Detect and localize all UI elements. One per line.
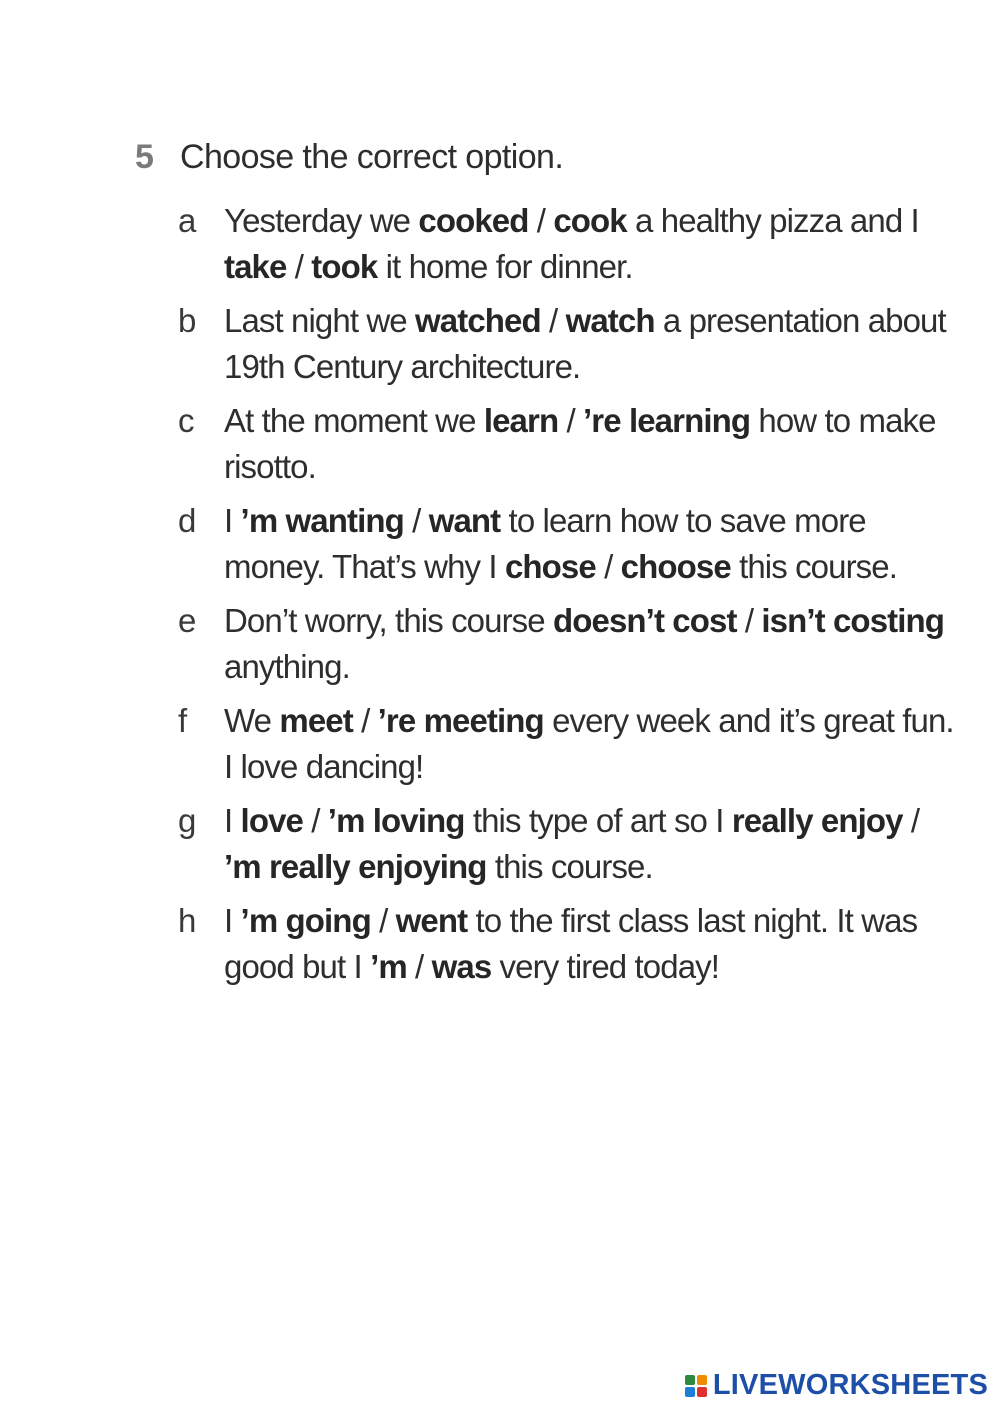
sentence-text: to learn how to save more money. That’s why I xyxy=(224,502,866,585)
answer-option: doesn’t cost xyxy=(553,602,737,639)
sentence-text: this course. xyxy=(486,848,653,885)
item-letter: e xyxy=(178,602,196,639)
exercise-heading xyxy=(135,138,563,177)
item-letter: b xyxy=(178,302,196,339)
logo-square xyxy=(685,1375,695,1385)
sentence-text: I xyxy=(224,802,241,839)
answer-option: learn xyxy=(483,402,559,439)
sentence-text: / xyxy=(302,802,328,839)
exercise-item-h xyxy=(178,898,968,990)
answer-option: ’m going xyxy=(240,902,371,939)
item-letter: c xyxy=(178,402,194,439)
item-sentence xyxy=(224,898,968,990)
sentence-text: / xyxy=(403,502,429,539)
sentence-text: this course. xyxy=(730,548,898,585)
exercise-number: 5 xyxy=(135,138,154,176)
exercise-item-list xyxy=(178,198,968,998)
sentence-text: it home for dinner. xyxy=(377,248,633,285)
answer-option: ’m really enjoying xyxy=(224,848,487,885)
item-letter: f xyxy=(178,702,187,739)
sentence-text: / xyxy=(736,602,762,639)
sentence-text: / xyxy=(286,248,312,285)
sentence-text: a presentation about 19th Century architecture. xyxy=(224,302,946,385)
exercise-instruction: Choose the correct option. xyxy=(180,138,564,176)
exercise-item-c xyxy=(178,398,968,490)
answer-option: ’m loving xyxy=(327,802,465,839)
sentence-text: / xyxy=(540,302,566,339)
sentence-text: I xyxy=(224,502,241,539)
item-sentence xyxy=(224,298,968,390)
answer-option: chose xyxy=(504,548,596,585)
item-sentence xyxy=(224,598,968,690)
item-sentence xyxy=(224,198,968,290)
item-letter: h xyxy=(178,902,196,939)
sentence-text: very tired today! xyxy=(491,948,720,985)
sentence-text: Last night we xyxy=(224,302,416,339)
liveworksheets-branding xyxy=(685,1369,988,1402)
logo-square xyxy=(685,1387,695,1397)
answer-option: cooked xyxy=(418,202,529,239)
sentence-text: to the first class last night. It was good but I xyxy=(224,902,918,985)
answer-option: watch xyxy=(565,302,655,339)
exercise-item-d xyxy=(178,498,968,590)
exercise-item-f xyxy=(178,698,968,790)
exercise-item-a xyxy=(178,198,968,290)
exercise-item-b xyxy=(178,298,968,390)
answer-option: ’m wanting xyxy=(240,502,404,539)
sentence-text: / xyxy=(910,802,920,839)
sentence-text: We xyxy=(224,702,280,739)
sentence-text: Don’t worry, this course xyxy=(224,602,553,639)
brand-name: LIVEWORKSHEETS xyxy=(712,1369,988,1401)
exercise-item-e xyxy=(178,598,968,690)
liveworksheets-logo-icon xyxy=(685,1375,707,1397)
sentence-text: Yesterday we xyxy=(224,202,419,239)
answer-option: take xyxy=(224,248,287,285)
item-letter: d xyxy=(178,502,196,539)
answer-option: want xyxy=(428,502,501,539)
sentence-text: this type of art so I xyxy=(464,802,732,839)
item-sentence xyxy=(224,398,968,490)
sentence-text: At the moment we xyxy=(224,402,484,439)
item-letter: a xyxy=(178,202,196,239)
item-sentence xyxy=(224,798,968,890)
item-sentence xyxy=(224,498,968,590)
sentence-text: every week and it’s great fun. I love dancing! xyxy=(224,702,954,785)
item-letter: g xyxy=(178,802,196,839)
answer-option: was xyxy=(431,948,492,985)
sentence-text: / xyxy=(406,948,432,985)
answer-option: love xyxy=(240,802,303,839)
sentence-text: / xyxy=(528,202,554,239)
sentence-text: anything. xyxy=(224,648,350,685)
answer-option: went xyxy=(395,902,468,939)
exercise-item-g xyxy=(178,798,968,890)
item-sentence xyxy=(224,698,968,790)
answer-option: ’re learning xyxy=(583,402,751,439)
answer-option: choose xyxy=(620,548,731,585)
answer-option: took xyxy=(311,248,378,285)
answer-option: ’m xyxy=(370,948,407,985)
answer-option: really enjoy xyxy=(731,802,903,839)
sentence-text: how to make risotto. xyxy=(224,402,936,485)
answer-option: ’re meeting xyxy=(377,702,544,739)
logo-square xyxy=(697,1375,707,1385)
answer-option: watched xyxy=(415,302,541,339)
sentence-text: a healthy pizza and I xyxy=(635,202,919,239)
answer-option: isn’t costing xyxy=(761,602,945,639)
answer-option: meet xyxy=(279,702,353,739)
sentence-text: / xyxy=(370,902,396,939)
sentence-text: / xyxy=(595,548,621,585)
sentence-text: / xyxy=(352,702,378,739)
sentence-text: / xyxy=(558,402,584,439)
sentence-text: I xyxy=(224,902,241,939)
logo-square xyxy=(697,1387,707,1397)
answer-option: cook xyxy=(553,202,627,239)
